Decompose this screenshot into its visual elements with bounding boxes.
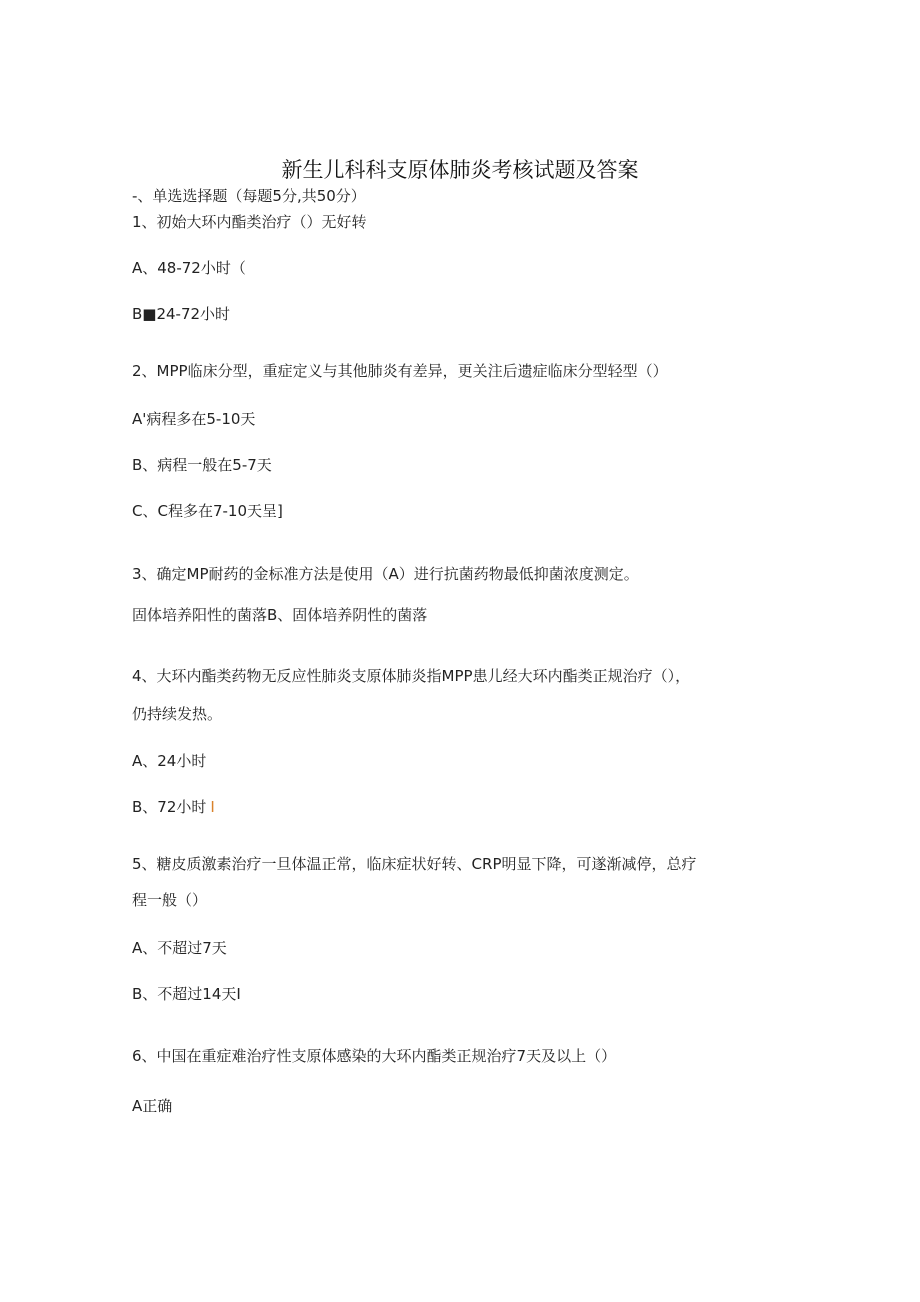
question-6-option-a: A正确: [132, 1097, 173, 1115]
question-6: 6、中国在重症难治疗性支原体感染的大环内酯类正规治疗7天及以上（）: [132, 1047, 617, 1065]
question-4-option-b: B、72小时: [132, 798, 207, 816]
question-5-option-b: B、不超过14天I: [132, 985, 241, 1003]
question-5-line-2: 程一般（）: [132, 891, 208, 909]
question-4-option-b-mark: I: [210, 798, 215, 816]
question-4-option-a: A、24小时: [132, 752, 207, 770]
question-1-option-b: B■24-72小时: [132, 305, 231, 323]
question-5-option-a: A、不超过7天: [132, 939, 227, 957]
question-4-option-b-row: [132, 797, 215, 817]
question-4-line-2: 仍持续发热。: [132, 705, 223, 723]
section-heading: -、单选选择题（每题5分,共50分）: [132, 187, 366, 205]
question-2-option-c: C、C程多在7-10天呈]: [132, 502, 283, 520]
question-5-line-1: 5、糖皮质激素治疗一旦体温正常，临床症状好转、CRP明显下降，可遂渐减停，总疗: [132, 855, 697, 873]
question-2-option-a: A'病程多在5-10天: [132, 410, 256, 428]
document-title: 新生儿科科支原体肺炎考核试题及答案: [281, 158, 639, 182]
question-1-option-a: A、48-72小时（: [132, 259, 246, 277]
question-1: 1、初始大环内酯类治疗（）无好转: [132, 213, 367, 231]
question-3-options: 固体培养阳性的菌落B、固体培养阴性的菌落: [132, 606, 428, 624]
question-4-line-1: 4、大环内酯类药物无反应性肺炎支原体肺炎指MPP患儿经大环内酯类正规治疗（），: [132, 667, 691, 685]
question-2: 2、MPP临床分型，重症定义与其他肺炎有差异，更关注后遗症临床分型轻型（）: [132, 362, 668, 380]
question-3: 3、确定MP耐药的金标准方法是使用（A）进行抗菌药物最低抑菌浓度测定。: [132, 565, 639, 583]
question-2-option-b: B、病程一般在5-7天: [132, 456, 272, 474]
